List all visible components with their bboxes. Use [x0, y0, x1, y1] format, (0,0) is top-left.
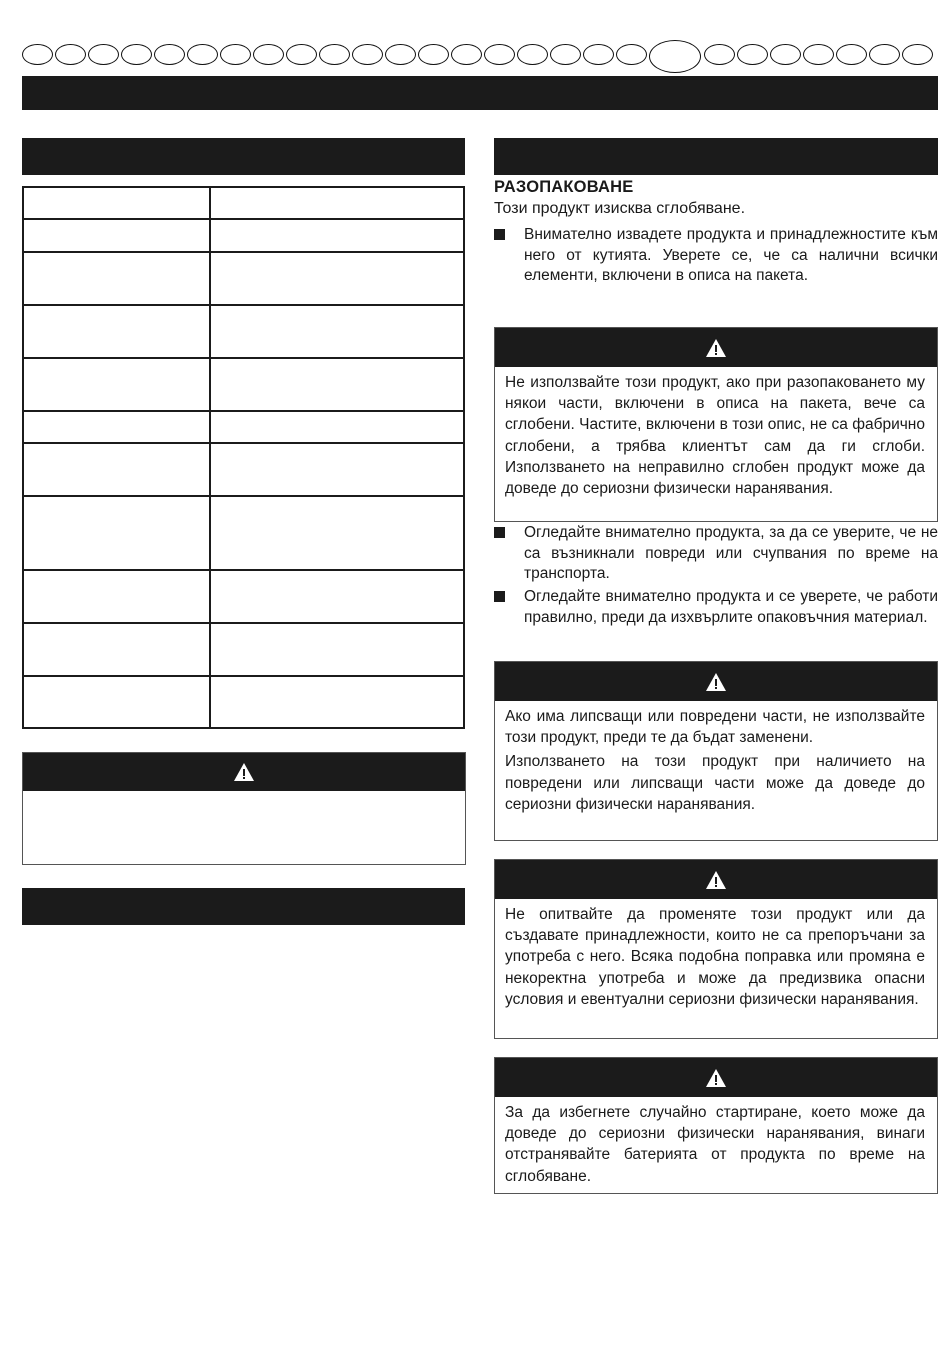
- language-oval: [836, 44, 867, 65]
- bullet-text: Огледайте внимателно продукта, за да се уверите, че не са възникнали повреди или счупвания по време на транспорта.: [524, 524, 938, 582]
- warning-header: [23, 753, 465, 791]
- assembly-header-bar: [22, 888, 465, 925]
- language-oval: [88, 44, 119, 65]
- language-oval: [154, 44, 185, 65]
- list-item: [494, 225, 938, 287]
- language-oval: [869, 44, 900, 65]
- warning-triangle-icon: [705, 338, 727, 358]
- warning-triangle-icon: [705, 672, 727, 692]
- language-oval: [121, 44, 152, 65]
- table-row: [23, 570, 464, 623]
- table-row: [23, 305, 464, 358]
- warning-triangle-icon: [233, 762, 255, 782]
- language-oval: [902, 44, 933, 65]
- warning-text: [495, 1097, 937, 1196]
- table-row: [23, 252, 464, 305]
- warning-text: [495, 899, 937, 1019]
- unpacking-intro: Този продукт изисква сглобяване.: [494, 200, 746, 217]
- warning-triangle-icon: [705, 1068, 727, 1088]
- table-row: [23, 443, 464, 496]
- warning-paragraph: Използването на този продукт при наличието на повредени или липсващи части може да доведе до сериозни физически наранявания.: [505, 753, 925, 813]
- warning-header: [495, 328, 937, 367]
- square-bullet: [494, 591, 505, 602]
- language-oval: [319, 44, 350, 65]
- warning-box-assembled-parts: [494, 327, 938, 522]
- warning-box-left: [22, 752, 466, 865]
- warning-header: [495, 662, 937, 701]
- bullet-text: Внимателно извадете продукта и принадлежностите към него от кутията. Уверете се, че са налични всички елементи, включени в описа на пакета.: [524, 226, 938, 284]
- warning-text: [495, 701, 937, 824]
- language-oval: [22, 44, 53, 65]
- table-row: [23, 623, 464, 676]
- unpacking-heading: РАЗОПАКОВАНЕ: [494, 178, 634, 196]
- table-row: [23, 358, 464, 411]
- language-oval: [451, 44, 482, 65]
- language-oval: [517, 44, 548, 65]
- page-title-bar: [22, 76, 938, 110]
- warning-triangle-icon: [705, 870, 727, 890]
- table-row: [23, 187, 464, 219]
- warning-box-modification: [494, 859, 938, 1039]
- language-oval: [253, 44, 284, 65]
- bullet-text: Огледайте внимателно продукта и се уверете, че работи правилно, преди да изхвърлите опаковъчния материал.: [524, 588, 938, 626]
- warning-paragraph: За да избегнете случайно стартиране, което може да доведе до сериозни физически наранявания, винаги отстранявайте батерията от продукта по време на сглобяване.: [505, 1104, 925, 1185]
- language-selector: [22, 40, 940, 70]
- list-item: [494, 587, 938, 628]
- language-oval-active: [649, 40, 701, 73]
- list-item: [494, 523, 938, 585]
- language-oval: [286, 44, 317, 65]
- warning-paragraph: Не опитвайте да променяте този продукт или да създавате принадлежности, които не са препоръчани за употреба с него. Всяка подобна поправка или промяна е некоректна употреба и може да предизвика опасни условия и евентуални сериозни физически наранявания.: [505, 906, 925, 1008]
- language-oval: [616, 44, 647, 65]
- language-oval: [418, 44, 449, 65]
- language-oval: [803, 44, 834, 65]
- language-oval: [55, 44, 86, 65]
- table-row: [23, 496, 464, 570]
- language-oval: [550, 44, 581, 65]
- warning-paragraph: Не използвайте този продукт, ако при разопаковането му някои части, включени в описа на пакета, вече са сглобени. Частите, включени в този опис, не са фабрично сглобени, а трябва клиентът сам да ги сглоби. Използването на неправилно сглобен продукт може да доведе до сериозни физически наранявания.: [505, 374, 925, 498]
- warning-text: [495, 367, 937, 508]
- specifications-header-bar: [22, 138, 465, 175]
- unpacking-header-bar: [494, 138, 938, 175]
- table-row: [23, 676, 464, 728]
- square-bullet: [494, 229, 505, 240]
- language-oval: [220, 44, 251, 65]
- language-oval: [187, 44, 218, 65]
- warning-paragraph: Ако има липсващи или повредени части, не използвайте този продукт, преди те да бъдат заменени.: [505, 708, 925, 747]
- language-oval: [737, 44, 768, 65]
- table-row: [23, 411, 464, 443]
- specifications-table: [22, 186, 465, 729]
- table-row: [23, 219, 464, 252]
- language-oval: [352, 44, 383, 65]
- warning-box-accidental-start: [494, 1057, 938, 1194]
- language-oval: [770, 44, 801, 65]
- language-oval: [385, 44, 416, 65]
- warning-header: [495, 860, 937, 899]
- language-oval: [704, 44, 735, 65]
- square-bullet: [494, 527, 505, 538]
- language-oval: [484, 44, 515, 65]
- warning-header: [495, 1058, 937, 1097]
- language-oval: [583, 44, 614, 65]
- warning-box-missing-parts: [494, 661, 938, 841]
